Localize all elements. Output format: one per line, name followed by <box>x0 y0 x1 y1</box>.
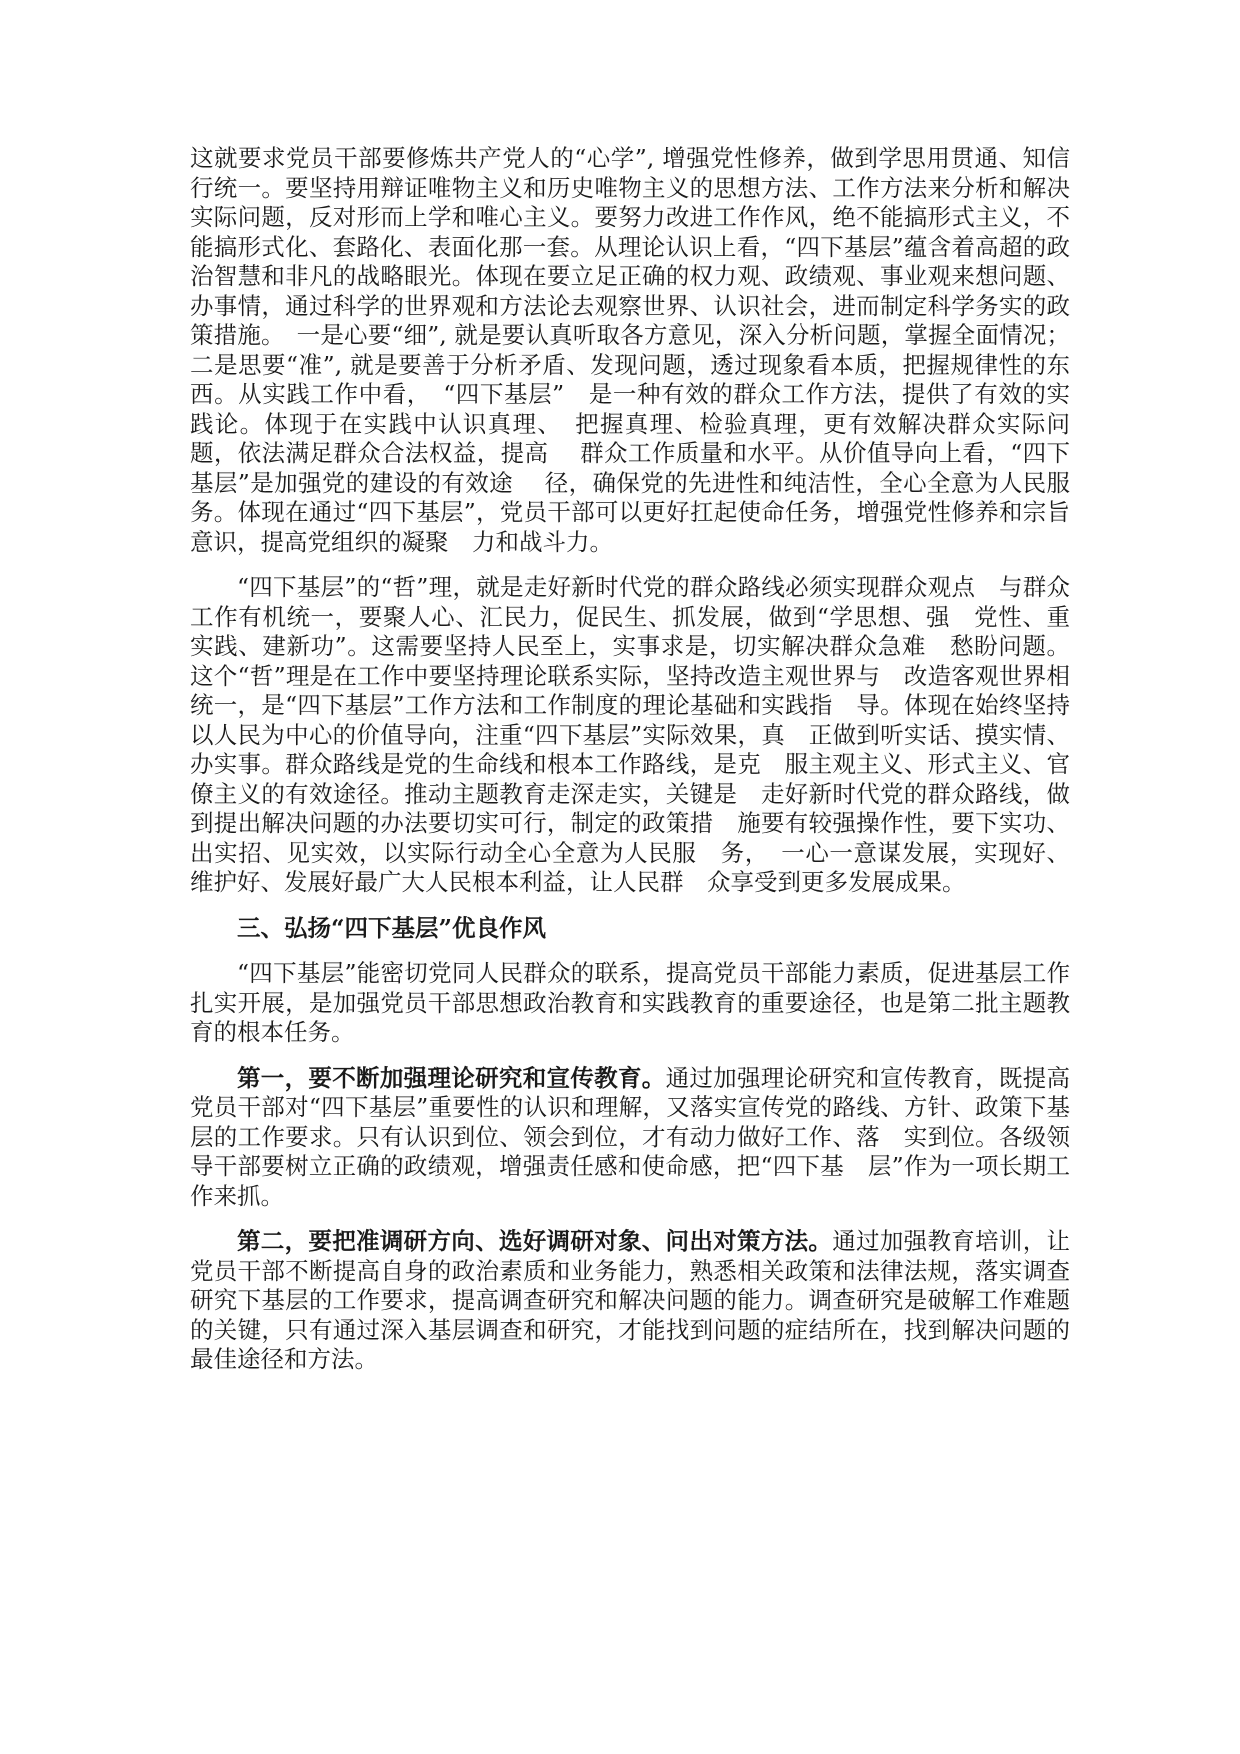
paragraph-text: “四下基层”的“哲”理，就是走好新时代党的群众路线必须实现群众观点 与群众工作有机统一，要聚人心、汇民力，促民生、抓发展，做到“学思想、强 党性、重实践、建新功”。这需要坚持人民至上，实事求是，切实解决群众急难 愁盼问题。这个“哲”理是在工作中要坚持理论联系实际，坚持改造主观世界与 改造客观世界相统一，是“四下基层”工作方法和工作制度的理论基础和实践指 导。体现在始终坚持以人民为中心的价值导向，注重“四下基层”实际效果，真 正做到听实话、摸实情、办实事。群众路线是党的生命线和根本工作路线，是克 服主观主义、形式主义、官僚主义的有效途径。推动主题教育走深走实，关键是 走好新时代党的群众路线，做到提出解决问题的办法要切实可行，制定的政策措 施要有较强操作性，要下实功、出实招、见实效，以实际行动全心全意为人民服 务， 一心一意谋发展，实现好、维护好、发展好最广大人民根本利益，让人民群 众享受到更多发展成果。 <box>190 573 1070 896</box>
document-body <box>190 144 1070 1391</box>
paragraph-philosophy <box>190 573 1070 898</box>
paragraph-text: “四下基层”能密切党同人民群众的联系，提高党员干部能力素质，促进基层工作扎实开展，是加强党员干部思想政治教育和实践教育的重要途径，也是第二批主题教育的根本任务。 <box>190 959 1070 1046</box>
point-lead-bold: 第二，要把准调研方向、选好调研对象、问出对策方法。 <box>237 1227 833 1255</box>
heading-text: 三、弘扬“四下基层”优良作风 <box>237 913 547 942</box>
paragraph-point-one <box>190 1064 1070 1212</box>
paragraph-text: 通过加强理论研究和宣传教育，既提高党员干部对“四下基层”重要性的认识和理解，又落实宣传党的路线、方针、政策下基层的工作要求。只有认识到位、领会到位，才有动力做好工作、落 实到位。各级领导干部要树立正确的政绩观，增强责任感和使命感，把“四下基 层”作为一项长期工作来抓。 <box>190 1063 1071 1210</box>
paragraph-text: 通过加强教育培训，让党员干部不断提高自身的政治素质和业务能力，熟悉相关政策和法律法规，落实调查研究下基层的工作要求，提高调查研究和解决问题的能力。调查研究是破解工作难题的关键，只有通过深入基层调查和研究，才能找到问题的症结所在，找到解决问题的最佳途径和方法。 <box>190 1227 1071 1373</box>
paragraph-point-two <box>190 1227 1070 1375</box>
paragraph-theory-practice-value <box>190 144 1070 557</box>
paragraph-text: 这就要求党员干部要修炼共产党人的“心学”, 增强党性修养，做到学思用贯通、知信行统一。要坚持用辩证唯物主义和历史唯物主义的思想方法、工作方法来分析和解决实际问题，反对形而上学和唯心主义。要努力改进工作作风，绝不能搞形式主义，不能搞形式化、套路化、表面化那一套。从理论认识上看，“四下基层”蕴含着高超的政治智慧和非凡的战略眼光。体现在要立足正确的权力观、政绩观、事业观来想问题、办事情，通过科学的世界观和方法论去观察世界、认识社会，进而制定科学务实的政策措施。 一是心要“细”, 就是要认真听取各方意见，深入分析问题，掌握全面情况；二是思要“准”, 就是要善于分析矛盾、发现问题，透过现象看本质，把握规律性的东西。从实践工作中看， “四下基层” 是一种有效的群众工作方法，提供了有效的实践论。体现于在实践中认识真理、 把握真理、检验真理，更有效解决群众实际问题，依法满足群众合法权益，提高 群众工作质量和水平。从价值导向上看，“四下基层”是加强党的建设的有效途 径，确保党的先进性和纯洁性，全心全意为人民服务。体现在通过“四下基层”，党员干部可以更好扛起使命任务，增强党性修养和宗旨意识，提高党组织的凝聚 力和战斗力。 <box>190 144 1070 556</box>
paragraph-section-intro <box>190 959 1070 1048</box>
point-lead-bold: 第一，要不断加强理论研究和宣传教育。 <box>237 1063 666 1092</box>
section-heading-three <box>190 914 1070 944</box>
